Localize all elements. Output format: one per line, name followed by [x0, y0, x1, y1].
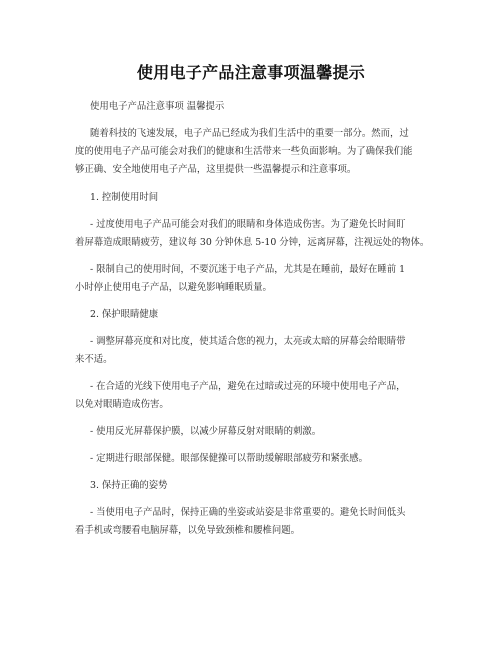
body-line: 小时停止使用电子产品，以避免影响睡眠质量。: [75, 282, 272, 293]
section-heading: 2. 保护眼睛健康: [90, 309, 159, 320]
body-line: - 定期进行眼部保健。眼部保健操可以帮助缓解眼部疲劳和紧张感。: [90, 453, 369, 464]
body-line: - 当使用电子产品时，保持正确的坐姿或站姿是非常重要的。避免长时间低头: [90, 507, 406, 518]
subtitle-line: 使用电子产品注意事项 温馨提示: [90, 101, 225, 112]
section-heading: 3. 保持正确的姿势: [90, 480, 168, 491]
body-line: 以免对眼睛造成伤害。: [75, 399, 169, 410]
body-line: 看手机或弯腰看电脑屏幕，以免导致颈椎和腰椎问题。: [75, 525, 301, 536]
intro-line: 随着科技的飞速发展，电子产品已经成为我们生活中的重要一部分。然而，过: [90, 128, 409, 139]
body-line: - 在合适的光线下使用电子产品，避免在过暗或过亮的环境中使用电子产品，: [90, 381, 406, 392]
body-line: 来不适。: [75, 354, 113, 365]
body-line: 着屏幕造成眼睛疲劳，建议每 30 分钟休息 5-10 分钟，远离屏幕，注视远处的物体。: [75, 237, 430, 248]
body-line: - 调整屏幕亮度和对比度，使其适合您的视力，太亮或太暗的屏幕会给眼睛带: [90, 336, 406, 347]
body-line: - 过度使用电子产品可能会对我们的眼睛和身体造成伤害。为了避免长时间盯: [90, 219, 406, 230]
body-line: - 限制自己的使用时间，不要沉迷于电子产品，尤其是在睡前，最好在睡前 1: [90, 264, 406, 275]
section-heading: 1. 控制使用时间: [90, 192, 159, 203]
intro-line: 度的使用电子产品可能会对我们的健康和生活带来一些负面影响。为了确保我们能: [75, 146, 413, 157]
page-title: 使用电子产品注意事项温馨提示: [136, 63, 366, 82]
body-line: - 使用反光屏幕保护膜，以减少屏幕反射对眼睛的刺激。: [90, 426, 322, 437]
intro-line: 够正确、安全地使用电子产品，这里提供一些温馨提示和注意事项。: [75, 164, 357, 175]
